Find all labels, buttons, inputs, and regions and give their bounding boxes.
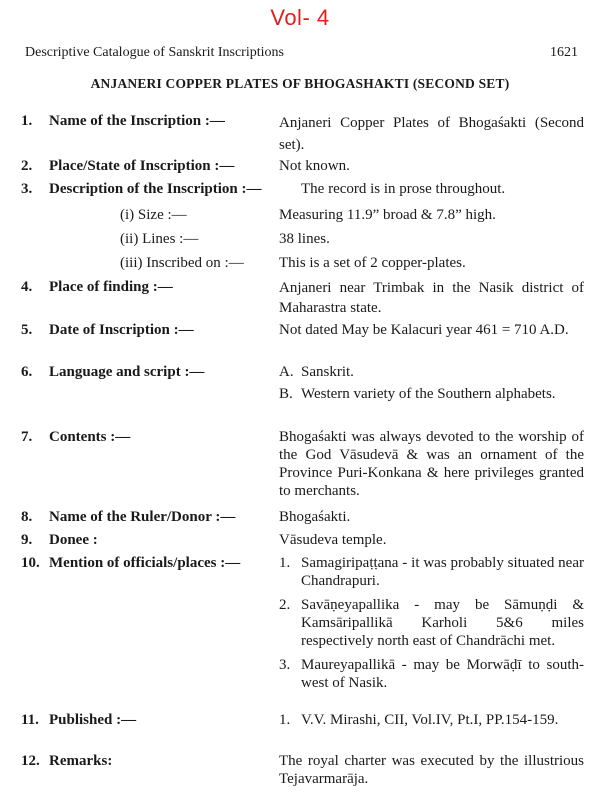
entry-number: 12.	[21, 753, 40, 769]
entry-value: Vāsudeva temple.	[279, 532, 387, 548]
entry-value: Bhogaśakti.	[279, 509, 351, 525]
entry-number: 2.	[21, 158, 33, 174]
page-title: ANJANERI COPPER PLATES OF BHOGASHAKTI (SECOND SET)	[90, 76, 510, 91]
sub-entry-label: (ii) Lines :—	[120, 231, 199, 247]
entry-value: Not known.	[279, 158, 350, 174]
page-number: 1621	[550, 45, 578, 60]
entry-label: Contents :—	[49, 429, 131, 445]
entry-value: This is a set of 2 copper-plates.	[279, 255, 466, 271]
entry-label: Date of Inscription :—	[49, 322, 194, 338]
entry-value-list	[279, 554, 584, 692]
sub-entry-label: (iii) Inscribed on :—	[120, 255, 244, 271]
entry-label: Place of finding :—	[49, 279, 173, 295]
entry-number: 8.	[21, 509, 33, 525]
list-item: 1. V.V. Mirashi, CII, Vol.IV, Pt.I, PP.154-159.	[279, 712, 559, 728]
entry-number: 4.	[21, 279, 33, 295]
entry-number: 3.	[21, 181, 33, 197]
entry-value: Anjaneri near Trimbak in the Nasik district of Maharastra state.	[279, 280, 584, 316]
entry-label: Published :—	[49, 712, 137, 728]
list-item: 3. Maureyapallikā - may be Morwāḍī to south-west of Nasik.	[279, 657, 584, 691]
entry-value: Measuring 11.9” broad & 7.8” high.	[279, 207, 496, 223]
entry-value-list	[279, 711, 584, 729]
list-item: A. Sanskrit.	[279, 364, 354, 380]
entry-number: 9.	[21, 532, 33, 548]
entry-label: Donee :	[49, 532, 98, 548]
running-header: Descriptive Catalogue of Sanskrit Inscriptions	[25, 45, 284, 60]
entry-label: Language and script :—	[49, 364, 205, 380]
entry-number: 10.	[21, 555, 40, 571]
entry-number: 6.	[21, 364, 33, 380]
entry-value-list	[279, 363, 584, 403]
entry-value: The royal charter was executed by the illustrious Tejavarmarāja.	[279, 753, 584, 787]
entry-value: 38 lines.	[279, 231, 330, 247]
volume-label: Vol- 4	[270, 5, 330, 30]
list-item: 1. Samagiripaṭṭana - it was probably situated near Chandrapuri.	[279, 555, 584, 589]
entry-number: 5.	[21, 322, 33, 338]
entry-value: Bhogaśakti was always devoted to the worship of the God Vāsudevā & was an ornament of the Province Puri-Konkana & here privileges granted to merchants.	[279, 429, 584, 499]
entry-value: Anjaneri Copper Plates of Bhogaśakti (Second set).	[279, 115, 584, 153]
entry-label: Mention of officials/places :—	[49, 555, 241, 571]
entry-value: Not dated May be Kalacuri year 461 = 710 A.D.	[279, 322, 569, 338]
entry-label: Description of the Inscription :—	[49, 181, 262, 197]
entry-label: Name of the Inscription :—	[49, 113, 225, 129]
entry-value: The record is in prose throughout.	[301, 181, 506, 197]
entry-label: Name of the Ruler/Donor :—	[49, 509, 236, 525]
list-item: B. Western variety of the Southern alphabets.	[279, 386, 556, 402]
entry-label: Place/State of Inscription :—	[49, 158, 235, 174]
sub-entry-label: (i) Size :—	[120, 207, 187, 223]
entry-number: 1.	[21, 113, 33, 129]
list-item: 2. Savāṇeyapallika - may be Sāmuṇḍi & Kamsāripallikā Karholi 5&6 miles respectively north east of Chandrāchi met.	[279, 597, 584, 649]
entry-number: 11.	[21, 712, 39, 728]
entry-number: 7.	[21, 429, 33, 445]
entry-label: Remarks:	[49, 753, 113, 769]
